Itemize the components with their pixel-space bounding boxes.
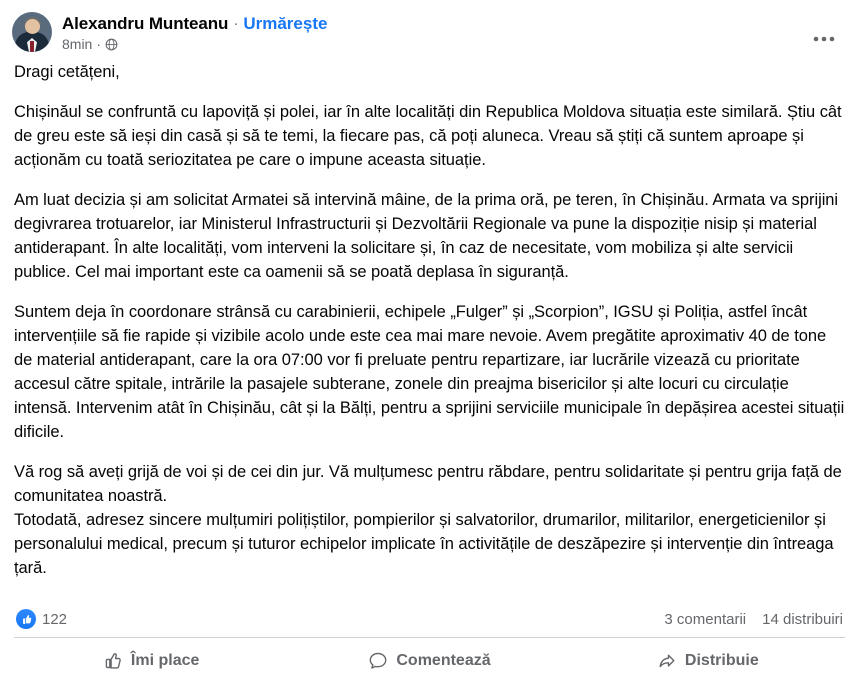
post-paragraph: Totodată, adresez sincere mulțumiri polițiștilor, pompierilor și salvatorilor, drumarilor, militarilor, energeticienilor și personalului medical, precum și tuturor echipelor implicate în activitățile de deszăpezire și intervenție din întreaga țară.: [14, 511, 834, 577]
post-paragraph: Chișinăul se confruntă cu lapoviță și polei, iar în alte localități din Republica Moldova situația este similară. Știu cât de greu este să ieși din casă și să te temi, la fiecare pas, că poți aluneca. Vreau să știți că suntem aproape și acționăm cu toată seriozitatea pe care o impune aceasta situație.: [14, 103, 842, 169]
post-header-text: [62, 12, 327, 52]
comment-bubble-icon: [368, 651, 388, 671]
post-paragraph: Dragi cetățeni,: [14, 63, 120, 81]
avatar-tie: [30, 41, 34, 52]
post-paragraph: Suntem deja în coordonare strânsă cu carabinierii, echipele „Fulger” și „Scorpion”, IGSU și Poliția, astfel încât intervențiile să fie rapide și vizibile acolo unde este cea mai mare nevoie. Avem pregătite aproximativ 40 de tone de material antiderapant, care la ora 07:00 vor fi preluate pentru repartizare, iar lucrările vizează cu prioritate accesul către spitale, intrările la pasajele subterane, zonele din preajma bisericilor și alte locuri cu circulație intensă. Intervenim atât în Chișinău, cât și la Bălți, pentru a sprijini serviciile municipale în depășirea acestei situații dificile.: [14, 303, 845, 441]
reaction-summary[interactable]: [16, 609, 67, 629]
shares-count[interactable]: 14 distribuiri: [762, 610, 843, 628]
author-line: [62, 13, 327, 34]
like-button-label: Îmi place: [130, 652, 200, 669]
follow-button[interactable]: Urmărește: [243, 14, 328, 33]
post-actions: [0, 638, 859, 690]
comment-button[interactable]: [290, 642, 568, 680]
more-options-button[interactable]: [807, 22, 841, 56]
post-header: [0, 0, 859, 52]
meta-separator: ·: [96, 36, 102, 52]
share-arrow-icon: [657, 651, 677, 671]
reaction-count: 122: [42, 610, 68, 628]
avatar[interactable]: [12, 12, 52, 52]
engagement-counts: [0, 605, 859, 637]
post-meta: [62, 36, 327, 52]
globe-icon: [105, 38, 118, 51]
post-paragraph: Am luat decizia și am solicitat Armatei să intervină mâine, de la prima oră, pe teren, în Chișinău. Armata va sprijini degivrarea trotuarelor, iar Ministerul Infrastructurii și Dezvoltării Regionale va pune la dispoziție nisip și material antiderapant. În alte localități, vom interveni la solicitare și, în caz de necesitate, vom mobiliza și alte servicii publice. Cel mai important este ca oamenii să se poată deplasa în siguranță.: [14, 191, 839, 281]
thumbs-up-icon: [16, 609, 36, 629]
thumbs-up-outline-icon: [103, 651, 123, 671]
share-button-label: Distribuie: [684, 652, 759, 669]
comment-button-label: Comentează: [396, 652, 491, 669]
post-paragraph: Vă rog să aveți grijă de voi și de cei din jur. Vă mulțumesc pentru răbdare, pentru solidaritate și pentru grija față de comunitatea noastră.: [14, 463, 842, 505]
comments-count[interactable]: 3 comentarii: [664, 610, 747, 628]
author-name[interactable]: Alexandru Munteanu: [62, 14, 229, 33]
avatar-head: [25, 19, 40, 34]
like-button[interactable]: [12, 642, 290, 680]
post-timestamp[interactable]: 8min: [62, 36, 93, 52]
share-button[interactable]: [569, 642, 847, 680]
post-text: [0, 52, 859, 605]
name-separator: ·: [233, 15, 239, 32]
